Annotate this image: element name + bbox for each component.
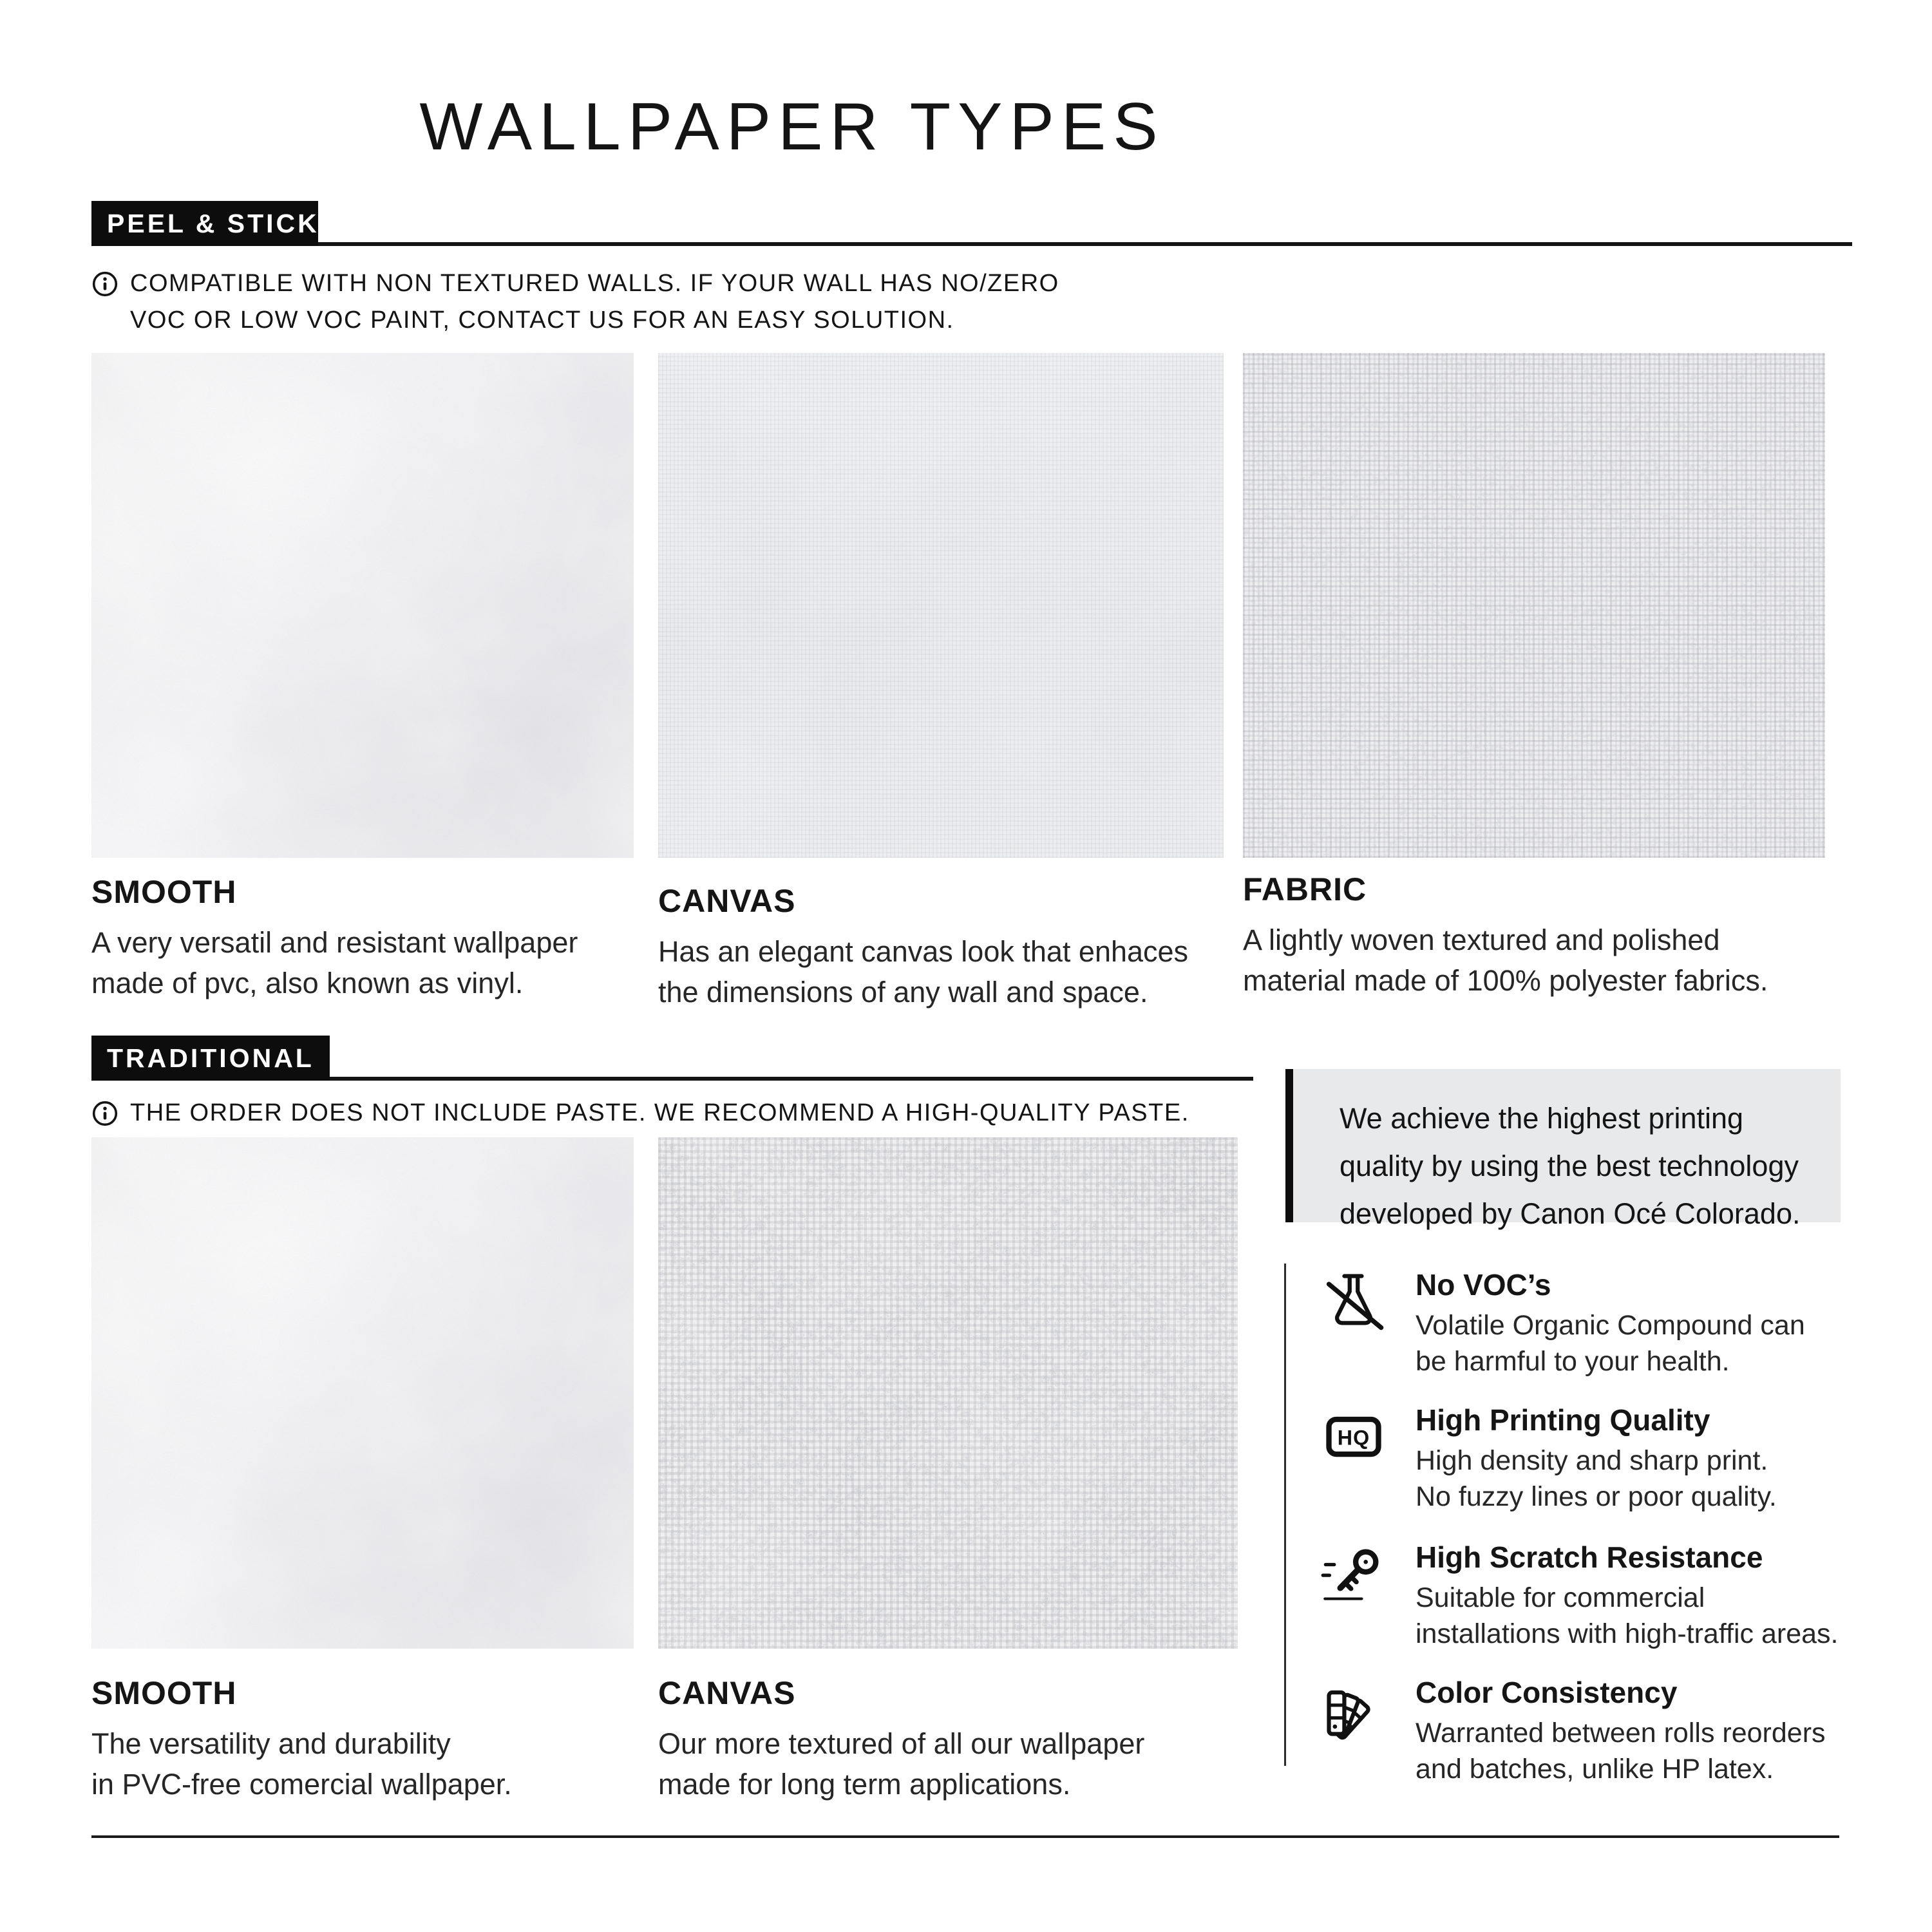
quality-note-box <box>1293 1069 1841 1230</box>
feature-desc: be harmful to your health. <box>1416 1346 1730 1377</box>
note-line: VOC OR LOW VOC PAINT, CONTACT US FOR AN EASY SOLUTION. <box>130 307 954 334</box>
material-desc: in PVC-free comercial wallpaper. <box>91 1768 512 1801</box>
quality-box-accent-bar <box>1285 1069 1293 1222</box>
feature-desc: High density and sharp print. <box>1416 1445 1768 1476</box>
feature-title: High Scratch Resistance <box>1416 1540 1763 1574</box>
info-icon <box>91 270 118 298</box>
feature-text <box>1416 1540 1838 1652</box>
feature-desc: Suitable for commercial <box>1416 1582 1705 1613</box>
quality-note-line: quality by using the best technology <box>1340 1150 1799 1182</box>
feature-no-voc <box>1320 1267 1887 1379</box>
material-name: SMOOTH <box>91 1675 237 1711</box>
quality-note-line: We achieve the highest printing <box>1340 1102 1744 1135</box>
material-name: FABRIC <box>1243 871 1367 907</box>
texture-sample-smooth-peel <box>91 353 634 858</box>
texture-sample-canvas-peel <box>658 353 1224 858</box>
peel-stick-divider-line <box>91 242 1852 246</box>
hq-badge-icon <box>1320 1403 1387 1470</box>
feature-text <box>1416 1403 1777 1515</box>
feature-desc: installations with high-traffic areas. <box>1416 1618 1839 1649</box>
material-desc: Our more textured of all our wallpaper <box>658 1727 1145 1760</box>
svg-text:HQ: HQ <box>1337 1426 1370 1450</box>
material-desc: A lightly woven textured and polished <box>1243 923 1720 956</box>
feature-text <box>1416 1267 1805 1379</box>
traditional-section-label: TRADITIONAL <box>91 1036 330 1081</box>
material-caption-fabric-peel <box>1243 871 1768 1001</box>
feature-list-divider-line <box>1284 1264 1286 1766</box>
traditional-note <box>91 1095 1189 1132</box>
note-line: THE ORDER DOES NOT INCLUDE PASTE. WE RECOMMEND A HIGH-QUALITY PASTE. <box>130 1099 1189 1126</box>
bottom-rule <box>91 1835 1839 1838</box>
scratch-key-icon <box>1320 1540 1387 1607</box>
info-icon <box>91 1100 118 1127</box>
material-caption-smooth-traditional <box>91 1674 512 1804</box>
quality-note-line: developed by Canon Océ Colorado. <box>1340 1197 1801 1230</box>
feature-desc: Warranted between rolls reorders <box>1416 1718 1826 1748</box>
color-swatches-icon <box>1320 1675 1387 1742</box>
feature-title: High Printing Quality <box>1416 1403 1710 1437</box>
texture-sample-canvas-traditional <box>658 1137 1238 1649</box>
page-title: WALLPAPER TYPES <box>419 90 1165 164</box>
no-voc-flask-icon <box>1320 1267 1387 1334</box>
feature-color-consistency <box>1320 1675 1887 1787</box>
material-caption-canvas-traditional <box>658 1674 1144 1804</box>
material-desc: The versatility and durability <box>91 1727 451 1760</box>
feature-high-printing-quality <box>1320 1403 1887 1515</box>
material-caption-smooth-peel <box>91 873 578 1003</box>
material-name: CANVAS <box>658 1675 796 1711</box>
peel-stick-section-label: PEEL & STICK <box>91 201 318 246</box>
material-desc: made for long term applications. <box>658 1768 1071 1801</box>
feature-text <box>1416 1675 1826 1787</box>
note-line: COMPATIBLE WITH NON TEXTURED WALLS. IF YOUR WALL HAS NO/ZERO <box>130 270 1059 297</box>
feature-desc: No fuzzy lines or poor quality. <box>1416 1481 1777 1512</box>
feature-desc: Volatile Organic Compound can <box>1416 1310 1805 1341</box>
feature-desc: and batches, unlike HP latex. <box>1416 1754 1774 1785</box>
material-name: CANVAS <box>658 883 796 919</box>
feature-high-scratch-resistance <box>1320 1540 1887 1652</box>
material-desc: the dimensions of any wall and space. <box>658 976 1148 1009</box>
feature-title: Color Consistency <box>1416 1676 1678 1709</box>
material-desc: A very versatil and resistant wallpaper <box>91 926 578 959</box>
material-caption-canvas-peel <box>658 882 1188 1012</box>
material-desc: Has an elegant canvas look that enhaces <box>658 935 1189 968</box>
material-desc: made of pvc, also known as vinyl. <box>91 967 524 999</box>
material-name: SMOOTH <box>91 874 237 910</box>
peel-stick-note <box>91 265 1059 339</box>
feature-title: No VOC’s <box>1416 1268 1551 1302</box>
texture-sample-fabric-peel <box>1243 353 1825 858</box>
material-desc: material made of 100% polyester fabrics. <box>1243 964 1768 997</box>
texture-sample-smooth-traditional <box>91 1137 634 1649</box>
